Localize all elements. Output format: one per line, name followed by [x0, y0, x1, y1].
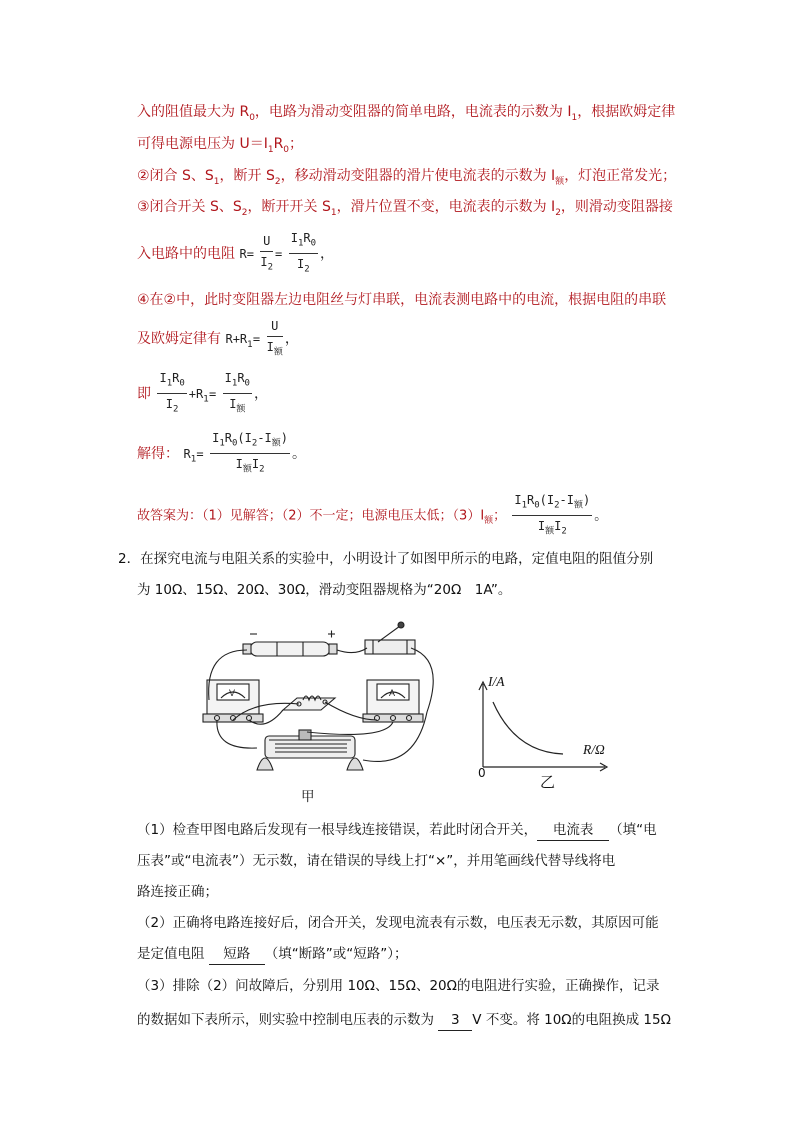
figure-a-label: 甲 [301, 789, 315, 805]
answer-blank-2: 短路 [209, 944, 265, 965]
solution-line-8: 即 $\frac{I_1R_0}{I_2}$ $+R_1=$ $\frac{I_1R_0}{I_额}$ ， [137, 370, 268, 418]
subq-2-line-1: （2）正确将电路连接好后，闭合开关，发现电流表有示数，电压表无示数，其原因可能 [137, 915, 659, 931]
solution-line-3: ②闭合 S、$S_1$，断开 $S_2$，移动滑动变阻器的滑片使电流表的示数为 $I_额$，灯泡正常发光； [137, 168, 677, 187]
solution-line-9: 解得： $R_1=$ $\frac{I_1R_0(I_2-I_额)}{I_额I_2}$ 。 [137, 430, 306, 478]
fraction-i1r0-over-ie: $\frac{I_1R_0}{I_额}$ [224, 371, 250, 415]
ir-curve [493, 702, 563, 754]
subq-2-line-2: 是定值电阻 短路 （填“断路”或“短路”）； [137, 944, 408, 965]
ammeter [363, 680, 423, 722]
fraction-r1-result: $\frac{I_1R_0(I_2-I_额)}{I_额I_2}$ [212, 431, 289, 475]
question-2-line-1: 2．在探究电流与电阻关系的实验中，小明设计了如图甲所示的电路，定值电阻的阻值分别 [118, 551, 654, 567]
answer-blank-1: 电流表 [537, 820, 609, 841]
ir-graph [445, 672, 615, 782]
fraction-answer: $\frac{I_1R_0(I_2-I_额)}{I_额I_2}$ [514, 493, 591, 537]
subq-1-line-1: （1）检查甲图电路后发现有一根导线连接错误，若此时闭合开关， 电流表 （填“电 [137, 820, 657, 841]
fraction-u-over-ie: $\frac{U}{I_额}$ [266, 319, 283, 358]
svg-text:A: A [389, 688, 396, 698]
answer-line: 故答案为：（1）见解答；（2）不一定；电源电压太低；$(3)I_额$； $\frac{I_1R_0(I_2-I_额)}{I_额I_2}$ 。 [137, 492, 607, 540]
subq-3-line-1: （3）排除（2）问故障后，分别用 10Ω、15Ω、20Ω的电阻进行实验，正确操作，记录 [137, 978, 660, 994]
solution-line-4: ③闭合开关 S、$S_2$，断开开关 $S_1$，滑片位置不变，电流表的示数为 $I_2$，则滑动变阻器接 [137, 199, 673, 218]
solution-line-2: 可得电源电压为 $U=I_1R_0$； [137, 136, 304, 155]
battery-pack [243, 631, 337, 657]
subq-3-line-2: 的数据如下表所示，则实验中控制电压表的示数为 3 V 不变。将 10Ω的电阻换成 15Ω [137, 1010, 671, 1031]
subq-1-line-2: 压表”或“电流表”）无示数，请在错误的导线上打“×”，并用笔画线代替导线将电 [137, 853, 616, 869]
fraction-u-over-i2: $\frac{U}{I_2}$ [260, 233, 274, 273]
y-axis-label: I/A [488, 674, 505, 689]
svg-text:V: V [229, 688, 236, 698]
x-axis-label: R/Ω [583, 742, 605, 757]
origin-label: 0 [478, 766, 486, 780]
fraction-i1r0-over-i2-b: $\frac{I_1R_0}{I_2}$ [159, 371, 185, 415]
rheostat [257, 730, 363, 770]
switch [365, 622, 415, 654]
solution-line-1: 入的阻值最大为 $R_0$，电路为滑动变阻器的简单电路，电流表的示数为 $I_1$，根据欧姆定律 [137, 104, 676, 123]
circuit-figure [195, 620, 445, 785]
question-2-line-2: 为 10Ω、15Ω、20Ω、30Ω，滑动变阻器规格为“20Ω 1A”。 [137, 582, 512, 598]
answer-blank-3: 3 [438, 1010, 472, 1031]
subq-1-line-3: 路连接正确； [137, 884, 218, 900]
solution-line-6: ④在②中，此时变阻器左边电阻丝与灯串联，电流表测电路中的电流，根据电阻的串联 [137, 292, 667, 308]
figure-b-label: 乙 [540, 773, 556, 791]
voltmeter [203, 680, 263, 722]
solution-line-7: 及欧姆定律有 $R+R_1=$ $\frac{U}{I_额}$ ， [137, 318, 299, 360]
solution-line-5: 入电路中的电阻 R= $\frac{U}{I_2}$ = $\frac{I_1R_0}{I_2}$ ， [137, 230, 334, 278]
fraction-i1r0-over-i2: $\frac{I_1R_0}{I_2}$ [290, 231, 317, 275]
